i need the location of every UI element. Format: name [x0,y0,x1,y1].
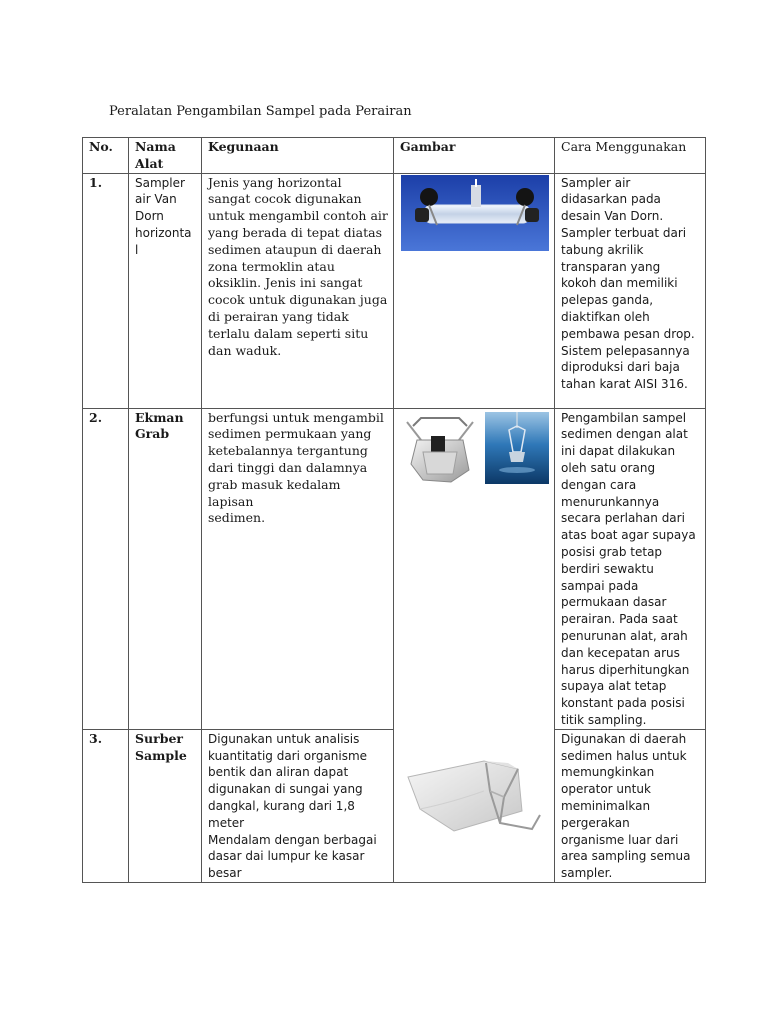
tool-image-cell [394,729,555,882]
row-number: 2. [83,408,129,729]
sampling-equipment-table [82,137,706,883]
row-number: 3. [83,729,129,882]
header-no: No. [83,138,129,174]
tool-image-cell [394,408,555,729]
table-row [83,729,706,882]
tool-name: Surber Sample [129,729,202,882]
usage-method: Digunakan di daerah sedimen halus untuk memungkinkan operator untuk meminimalkan pergerakan organisme luar dari area sampling semua sampler. [555,729,706,882]
tool-image-cell [394,173,555,408]
header-gambar: Gambar [394,138,555,174]
table-row [83,408,706,729]
tool-usage: Digunakan untuk analisis kuantitatig dari organisme bentik dan aliran dapat digunakan di sungai yang dangkal, kurang dari 1,8 meter Mendalam dengan berbagai dasar dai lumpur ke kasar besar [202,729,394,882]
header-cara-menggunakan: Cara Menggunakan [555,138,706,174]
row-number: 1. [83,173,129,408]
tool-name: Sampler air Van Dorn horizonta l [129,173,202,408]
usage-method: Pengambilan sampel sedimen dengan alat ini dapat dilakukan oleh satu orang dengan cara menurunkannya secara perlahan dari atas boat agar supaya posisi grab tetap berdiri sewaktu sampai pada permukaan dasar perairan. Pada saat penurunan alat, arah dan kecepatan arus harus diperhitungkan supaya alat tetap konstant pada posisi titik sampling. [555,408,706,729]
usage-method: Sampler air didasarkan pada desain Van Dorn. Sampler terbuat dari tabung akrilik transparan yang kokoh dan memiliki pelepas ganda, diaktifkan oleh pembawa pesan drop. Sistem pelepasannya diproduksi dari baja tahan karat AISI 316. [555,173,706,408]
van-dorn-sampler-photo [401,175,549,251]
page-title: Peralatan Pengambilan Sampel pada Perairan [109,104,412,119]
ekman-grab-photo [399,412,549,484]
header-kegunaan: Kegunaan [202,138,394,174]
table-header-row [83,138,706,174]
tool-name: Ekman Grab [129,408,202,729]
tool-usage: berfungsi untuk mengambil sedimen permukaan yang ketebalannya tergantung dari tinggi dan dalamnya grab masuk kedalam lapisan sedimen. [202,408,394,729]
tool-usage: Jenis yang horizontal sangat cocok digunakan untuk mengambil contoh air yang berada di tepat diatas sedimen ataupun di daerah zona termoklin atau oksiklin. Jenis ini sangat cocok untuk digunakan juga di perairan yang tidak terlalu dalam seperti situ dan waduk. [202,173,394,408]
surber-sampler-photo [400,751,550,841]
table-row [83,173,706,408]
header-nama-alat: Nama Alat [129,138,202,174]
